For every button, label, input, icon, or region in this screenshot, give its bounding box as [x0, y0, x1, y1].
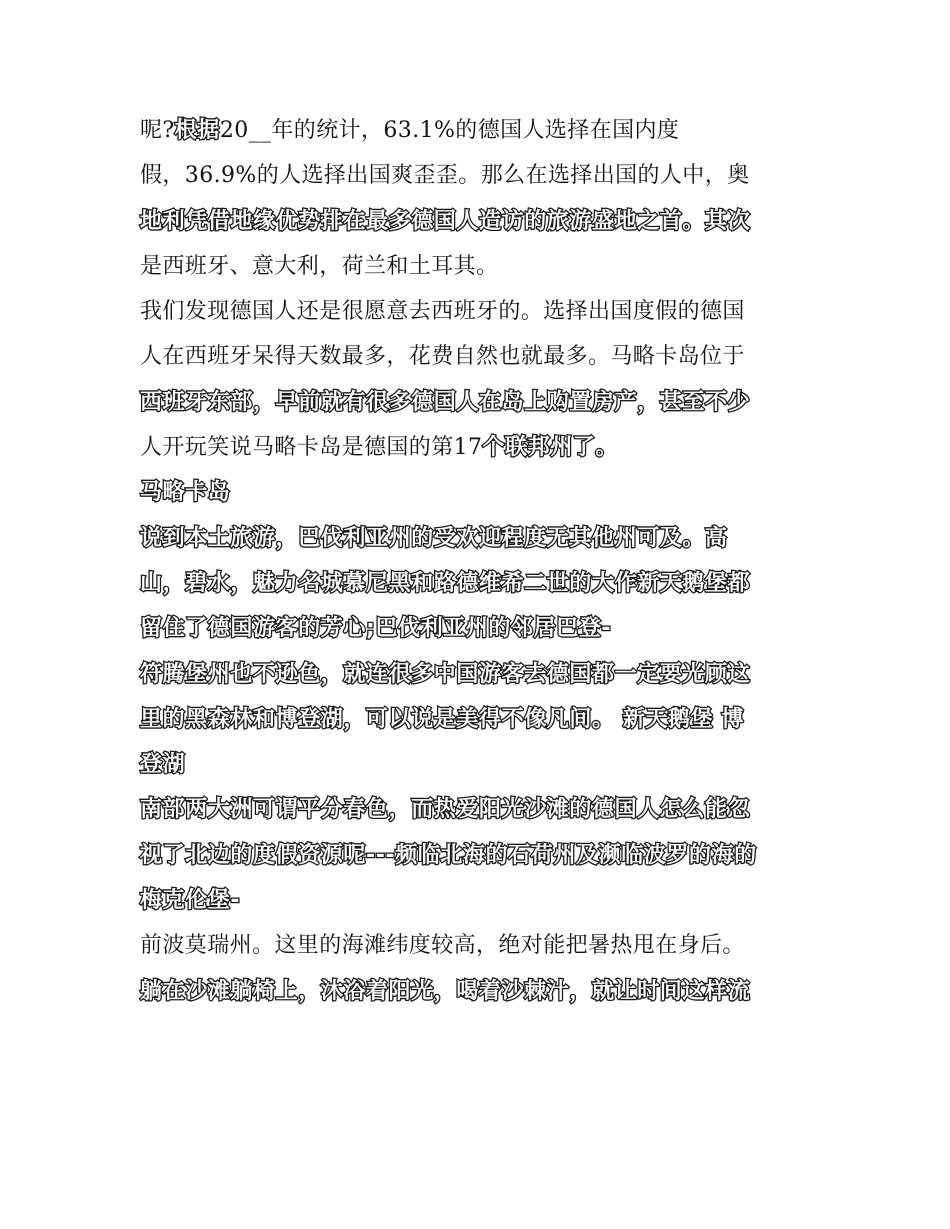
stylized-segment: 说到本土旅游，巴伐利亚州的受欢迎程度无其他州可及。高	[140, 525, 728, 551]
stylized-segment: 西班牙东部，早前就有很多德国人在岛上购置房产，甚至不少	[140, 389, 751, 415]
text-line-20	[140, 969, 820, 1014]
text-line-2	[140, 153, 820, 198]
text-line-6	[140, 334, 820, 379]
text-line-13	[140, 652, 820, 697]
text-line-8	[140, 425, 820, 470]
stylized-segment: 里的黑森林和博登湖，可以说是美得不像凡间。 新天鹅堡 博	[140, 706, 745, 732]
stylized-segment: 视了北边的度假资源呢---频临北海的石荷州及濒临波罗的海的	[140, 842, 757, 868]
plain-segment: 呢?	[140, 118, 175, 143]
text-line-16	[140, 787, 820, 832]
stylized-segment: 登湖	[140, 752, 186, 778]
text-line-1	[140, 108, 820, 153]
plain-segment: 前波莫瑞州。这里的海滩纬度较高，绝对能把暑热甩在身后。	[140, 933, 745, 959]
text-line-15	[140, 742, 820, 787]
plain-segment: 是西班牙、意大利，荷兰和土耳其。	[140, 253, 499, 279]
stylized-segment: 符腾堡州也不逊色，就连很多中国游客去德国都一定要光顾这	[140, 661, 751, 687]
plain-segment: 我们发现德国人还是很愿意去西班牙的。选择出国度假的德国	[140, 299, 745, 325]
stylized-segment: 留住了德国游客的芳心;巴伐利亚州的邻居巴登-	[140, 616, 612, 642]
body-text	[140, 108, 820, 1014]
plain-segment: 人在西班牙呆得天数最多，花费自然也就最多。马略卡岛位于	[140, 344, 745, 370]
text-line-14	[140, 697, 820, 742]
text-line-11	[140, 561, 820, 606]
text-line-4	[140, 244, 820, 289]
text-line-3	[140, 199, 820, 244]
text-line-18	[140, 878, 820, 923]
text-line-7	[140, 380, 820, 425]
text-line-10	[140, 516, 820, 561]
stylized-segment: 地利凭借地缘优势排在最多德国人造访的旅游盛地之首。其次	[140, 208, 751, 234]
text-line-19	[140, 923, 820, 968]
plain-segment: 20__年的统计，63.1%的德国人选择在国内度	[219, 118, 680, 143]
text-line-12	[140, 606, 820, 651]
stylized-segment: 梅克伦堡-	[140, 888, 241, 914]
text-line-17	[140, 833, 820, 878]
stylized-segment: 山，碧水，魅力名城慕尼黑和路德维希二世的大作新天鹅堡都	[140, 570, 751, 596]
plain-segment: 假，36.9%的人选择出国爽歪歪。那么在选择出国的人中，奥	[140, 163, 750, 189]
stylized-segment: 个联邦州了。	[482, 435, 619, 461]
plain-segment: 人开玩笑说马略卡岛是德国的第17	[140, 435, 483, 461]
stylized-segment: 躺在沙滩躺椅上，沐浴着阳光，喝着沙棘汁，就让时间这样流	[140, 978, 751, 1004]
text-line-5	[140, 289, 820, 334]
stylized-segment: 根据	[174, 118, 220, 143]
section-heading: 马略卡岛	[140, 480, 231, 506]
stylized-segment: 南部两大洲可谓平分春色，而热爱阳光沙滩的德国人怎么能忽	[140, 797, 751, 823]
text-line-9	[140, 470, 820, 515]
